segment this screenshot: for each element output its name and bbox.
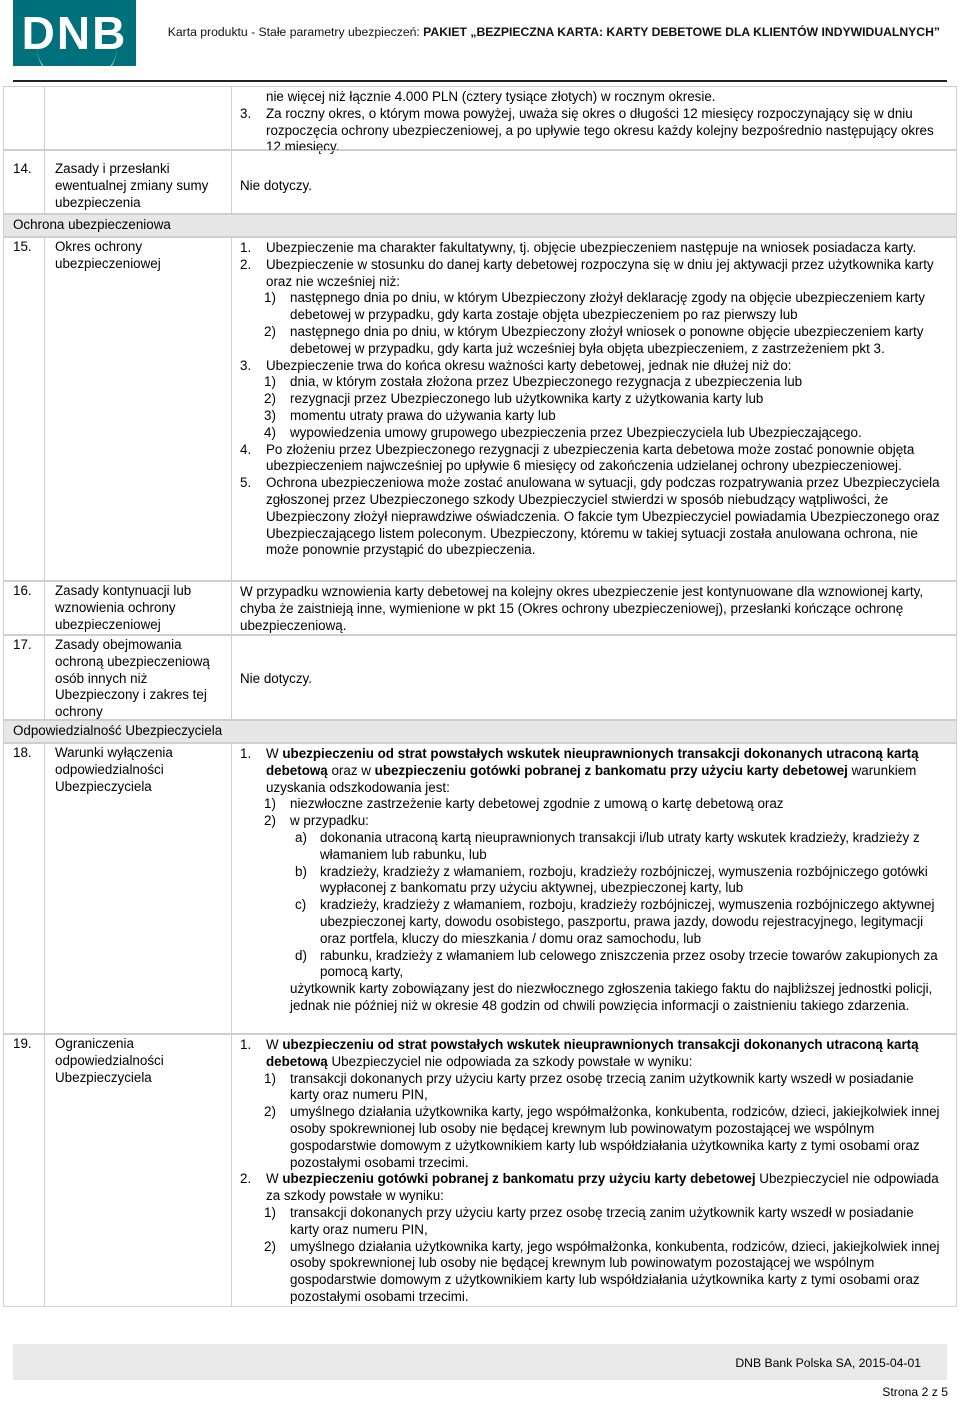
list-subitem: [240, 813, 942, 830]
row-number-cell: [3, 150, 45, 214]
row-number: 14.: [13, 161, 32, 176]
item-marker: 3): [264, 407, 276, 423]
list-subitem: [240, 425, 942, 442]
item-text: niezwłoczne zastrzeżenie karty debetowej zgodnie z umową o kartę debetową oraz: [290, 796, 784, 812]
row-body-cell: [232, 86, 957, 155]
item-marker: 1.: [240, 240, 252, 255]
item-marker: 1): [264, 290, 276, 306]
page-header: [0, 0, 960, 82]
item-text: Ubezpieczenie ma charakter fakultatywny, tj. objęcie ubezpieczeniem następuje na wniosek posiadacza karty.: [266, 240, 917, 255]
list-subitem: [240, 1205, 942, 1239]
list-subitem: [240, 391, 942, 408]
page-footer: [13, 1344, 947, 1380]
item-text: kradzieży, kradzieży z włamaniem, rozboju, kradzieży rozbójniczej, wymuszenia rozbójniczego aktywnej ubezpieczonej karty, dowodu osobistego, paszportu, prawa jazdy, dowodu rejestracyjnego, legitymacji oraz portfela, kluczy do mieszkania / domu oraz samochodu, lub: [320, 897, 935, 946]
row-body-text: [240, 746, 942, 1015]
row-number: 16.: [13, 583, 32, 598]
row-number: 18.: [13, 745, 32, 760]
item-text-bold: ubezpieczeniu od strat powstałych wskutek nieuprawnionych transakcji dokonanych utraconą kartą debetową: [266, 746, 919, 778]
table-row-16: [3, 581, 957, 635]
item-text: Ubezpieczyciel nie odpowiada za szkody powstałe w wyniku:: [266, 1171, 939, 1204]
item-marker: 1): [264, 1204, 276, 1220]
list-item: [240, 1171, 942, 1205]
item-text: Po złożeniu przez Ubezpieczonego rezygnacji z ubezpieczenia karta debetowa może zostać ponownie objęta ubezpieczeniem najwcześniej po upływie 6 miesięcy od zakończenia udzielanej ochrony ubezpieczeniowej.: [266, 441, 915, 474]
list-subsubitem: [240, 897, 942, 947]
item-marker: 1): [264, 796, 276, 812]
row-label-cell: [45, 86, 232, 150]
row-body-cell: [232, 1034, 957, 1307]
row-number: 15.: [13, 239, 32, 254]
list-subitem: [240, 1071, 942, 1105]
row-body-cell: [232, 635, 957, 720]
row-label-cell: [45, 150, 232, 214]
table-row-continuation: [3, 86, 957, 155]
item-text: Ubezpieczenie trwa do końca okresu ważności karty debetowej, jednak nie dłużej niż do:: [266, 357, 792, 373]
row-number-cell: [3, 1034, 45, 1307]
item-marker: 5.: [240, 475, 252, 491]
item-marker: 1): [264, 374, 276, 390]
list-subsubitem: [240, 948, 942, 982]
row-number: 19.: [13, 1036, 32, 1051]
item-marker: 2): [264, 1104, 276, 1120]
list-subsubitem: [240, 830, 942, 864]
section-title: Ochrona ubezpieczeniowa: [13, 217, 171, 232]
row-number-cell: [3, 86, 45, 150]
row-number-cell: [3, 581, 45, 635]
item-text: rabunku, kradzieży z włamaniem lub celowego zniszczenia przez osoby trzecie towarów zakupionych za pomocą karty,: [320, 947, 938, 980]
row-label-cell: [45, 237, 232, 581]
row-number-cell: [3, 743, 45, 1034]
row-body-cell: [232, 237, 957, 581]
item-text: dokonania utraconą kartą nieuprawnionych transakcji i/lub utraty karty wskutek kradzieży, kradzieży z włamaniem lub rabunku, lub: [320, 829, 920, 862]
item-marker: 4.: [240, 441, 252, 457]
table-row-19: [3, 1034, 957, 1307]
item-text: oraz w: [327, 762, 375, 778]
item-marker: 2.: [240, 1171, 252, 1187]
row-number: 17.: [13, 637, 32, 652]
document-title-bold: PAKIET „BEZPIECZNA KARTA: KARTY DEBETOWE DLA KLIENTÓW INDYWIDUALNYCH”: [423, 25, 940, 39]
section-header-ochrona: [3, 214, 957, 237]
row-body-text: Nie dotyczy.: [240, 178, 312, 193]
item-marker: 2.: [240, 256, 252, 272]
item-marker: 3.: [240, 357, 252, 373]
document-title-prefix: Karta produktu - Stałe parametry ubezpieczeń:: [167, 25, 424, 39]
header-divider: [13, 80, 947, 82]
row-label: Warunki wyłączenia odpowiedzialności Ubezpieczyciela: [55, 745, 173, 794]
footer-company-date: DNB Bank Polska SA, 2015-04-01: [735, 1356, 921, 1370]
item-text: w przypadku:: [290, 813, 369, 829]
item-marker: d): [295, 947, 307, 963]
list-subitem: [240, 290, 942, 324]
item-text: W: [266, 1171, 283, 1187]
list-item: [240, 257, 942, 291]
item-text: następnego dnia po dniu, w którym Ubezpieczony złożył deklarację zgody na objęcie ubezpieczeniem karty debetowej w przypadku, gdy karta zostaje objęta ubezpieczeniem po raz pierwszy lub: [290, 290, 925, 323]
item-text: W: [266, 1037, 283, 1052]
list-item: [240, 240, 942, 257]
paragraph-text: użytkownik karty zobowiązany jest do niezwłocznego zgłoszenia takiego faktu do najbliższej jednostki policji, jednak nie później niż w okresie 48 godzin od chwili powzięcia informacji o zaistnieniu takiego zdarzenia.: [290, 981, 933, 1013]
logo-text: DNB: [21, 7, 128, 59]
item-marker: 3.: [240, 105, 252, 121]
item-marker: 1): [264, 1070, 276, 1086]
list-subitem: [240, 324, 942, 358]
row-label: Ograniczenia odpowiedzialności Ubezpieczyciela: [55, 1036, 164, 1085]
item-marker: 2): [264, 813, 276, 829]
table-row-17: [3, 635, 957, 720]
list-item: [240, 746, 942, 796]
row-label: Zasady i przesłanki ewentualnej zmiany sumy ubezpieczenia: [55, 161, 209, 210]
item-text-bold: ubezpieczeniu gotówki pobranej z bankomatu przy użyciu karty debetowej: [374, 762, 848, 778]
list-subitem: [240, 796, 942, 813]
row-label: Okres ochrony ubezpieczeniowej: [55, 239, 161, 271]
list-subitem: [240, 374, 942, 391]
item-text: transakcji dokonanych przy użyciu karty przez osobę trzecią zanim użytkownik karty wszedł w posiadanie karty oraz numeru PIN,: [290, 1070, 914, 1103]
row-body-text: W przypadku wznowienia karty debetowej na kolejny okres ubezpieczenie jest kontynuowane dla wznowionej karty, chyba że zaistnieją inne, wymienione w pkt 15 (Okres ochrony ubezpieczeniowej), przesłanki kończące ochronę ubezpieczeniową.: [240, 584, 924, 633]
item-text-bold: ubezpieczeniu od strat powstałych wskutek nieuprawnionych transakcji dokonanych utraconą kartą debetową: [266, 1037, 919, 1069]
list-subitem: [240, 408, 942, 425]
section-header-odpowiedzialnosc: [3, 720, 957, 743]
item-marker: 2): [264, 391, 276, 407]
item-marker: 4): [264, 424, 276, 440]
item-text: Ubezpieczyciel nie odpowiada za szkody powstałe w wyniku:: [327, 1053, 693, 1069]
row-number-cell: [3, 635, 45, 720]
item-marker: 2): [264, 1238, 276, 1254]
item-text: momentu utraty prawa do używania karty lub: [290, 407, 556, 423]
list-item: [240, 475, 942, 559]
list-subsubitem: [240, 864, 942, 898]
item-text: Ochrona ubezpieczeniowa może zostać anulowana w sytuacji, gdy podczas rozpatrywania przez Ubezpieczyciela zgłoszonej przez Ubezpieczonego szkody Ubezpieczyciel stwierdzi w sposób niebudzący wątpliwości, że Ubezpieczony złożył nieprawdziwe oświadczenia. O fakcie tym Ubezpieczyciel powiadamia Ubezpieczonego oraz Ubezpieczającego listem poleconym. Ubezpieczony, któremu w takiej sytuacji została anulowana ochrona, nie może ponownie przystąpić do ubezpieczenia.: [266, 475, 940, 558]
item-marker: b): [295, 863, 307, 879]
row-label: Zasady obejmowania ochroną ubezpieczeniową osób innych niż Ubezpieczony i zakres tej ochrony: [55, 637, 210, 720]
item-marker: 1.: [240, 746, 252, 761]
list-item: [240, 358, 942, 375]
item-text: Ubezpieczenie w stosunku do danej karty debetowej rozpoczyna się w dniu jej aktywacji przez użytkownika karty oraz nie wcześniej niż:: [266, 256, 934, 289]
list-item: [240, 442, 942, 476]
item-text: rezygnacji przez Ubezpieczonego lub użytkownika karty z użytkowania karty lub: [290, 391, 764, 407]
row-body-cell: [232, 150, 957, 214]
row-body-text: Nie dotyczy.: [240, 671, 312, 686]
item-text: umyślnego działania użytkownika karty, jego współmałżonka, konkubenta, rodziców, dzieci, jakiejkolwiek innej osoby spokrewnionej lub osoby nie będącej krewnym lub powinowatym pozostającej we wspólnym gospodarstwie domowym z użytkownikiem karty lub współdziałania użytkownika karty z tymi osobami oraz pozostałymi osobami trzecimi.: [290, 1238, 940, 1304]
dnb-logo: [13, 0, 136, 66]
list-item: [240, 1037, 942, 1071]
item-marker: c): [295, 897, 307, 913]
list-item: [240, 106, 942, 156]
item-text: dnia, w którym została złożona przez Ubezpieczonego rezygnacja z ubezpieczenia lub: [290, 374, 803, 390]
row-body-text: [240, 1037, 942, 1306]
item-text: Za roczny okres, o którym mowa powyżej, uważa się okres o długości 12 miesięcy rozpoczynający się w dniu rozpoczęcia ochrony ubezpieczeniowej, a po upływie tego okresu każdy kolejny bezpośrednio następujący okres 12 miesięcy.: [266, 105, 934, 155]
page-number: Strona 2 z 5: [882, 1385, 948, 1399]
document-title: [168, 24, 940, 41]
item-text-bold: ubezpieczeniu gotówki pobranej z bankomatu przy użyciu karty debetowej: [282, 1171, 756, 1187]
row-number-cell: [3, 237, 45, 581]
row-label: Zasady kontynuacji lub wznowienia ochrony ubezpieczeniowej: [55, 583, 192, 632]
item-text: transakcji dokonanych przy użyciu karty przez osobę trzecią zanim użytkownik karty wszedł w posiadanie karty oraz numeru PIN,: [290, 1204, 914, 1237]
item-marker: 1.: [240, 1037, 252, 1052]
item-text: warunkiem uzyskania odszkodowania jest:: [266, 762, 917, 795]
item-marker: a): [295, 829, 307, 845]
logo-arc-icon: [37, 47, 117, 84]
section-title: Odpowiedzialność Ubezpieczyciela: [13, 723, 223, 738]
item-text: umyślnego działania użytkownika karty, jego współmałżonka, konkubenta, rodziców, dzieci, jakiejkolwiek innej osoby spokrewnionej lub osoby nie będącej krewnym lub powinowatym pozostającej we wspólnym gospodarstwie domowym z użytkownikiem karty lub współdziałania użytkownika karty z tymi osobami oraz pozostałymi osobami trzecimi.: [290, 1104, 940, 1170]
parameters-table: [3, 86, 957, 1307]
table-row-18: [3, 743, 957, 1034]
row-body-cell: [232, 743, 957, 1034]
row-label-cell: [45, 635, 232, 720]
row-label-cell: [45, 1034, 232, 1307]
item-text: kradzieży, kradzieży z włamaniem, rozboju, kradzieży rozbójniczej, wymuszenia rozbójniczego gotówki wypłaconej z bankomatu przy użyciu aktywnej, ubezpieczonej karty, lub: [320, 863, 928, 896]
list-subitem: [240, 1104, 942, 1171]
item-marker: 2): [264, 323, 276, 339]
row-body-text: [240, 89, 942, 156]
row-body-cell: [232, 581, 957, 635]
item-text: W: [266, 746, 283, 761]
continuation-text: nie więcej niż łącznie 4.000 PLN (cztery tysiące złotych) w rocznym okresie.: [266, 89, 716, 104]
table-row-15: [3, 237, 957, 581]
row-label-cell: [45, 743, 232, 1034]
list-subitem: [240, 1239, 942, 1306]
row-body-text: [240, 240, 942, 559]
item-text: następnego dnia po dniu, w którym Ubezpieczony złożył wniosek o ponowne objęcie ubezpieczeniem karty debetowej w przypadku, gdy karta już wcześniej była objęta ubezpieczeniem, z zastrzeżeniem pkt 3.: [290, 323, 924, 356]
row-label-cell: [45, 581, 232, 635]
table-row-14: [3, 150, 957, 214]
item-text: wypowiedzenia umowy grupowego ubezpieczenia przez Ubezpieczyciela lub Ubezpieczającego.: [290, 424, 862, 440]
